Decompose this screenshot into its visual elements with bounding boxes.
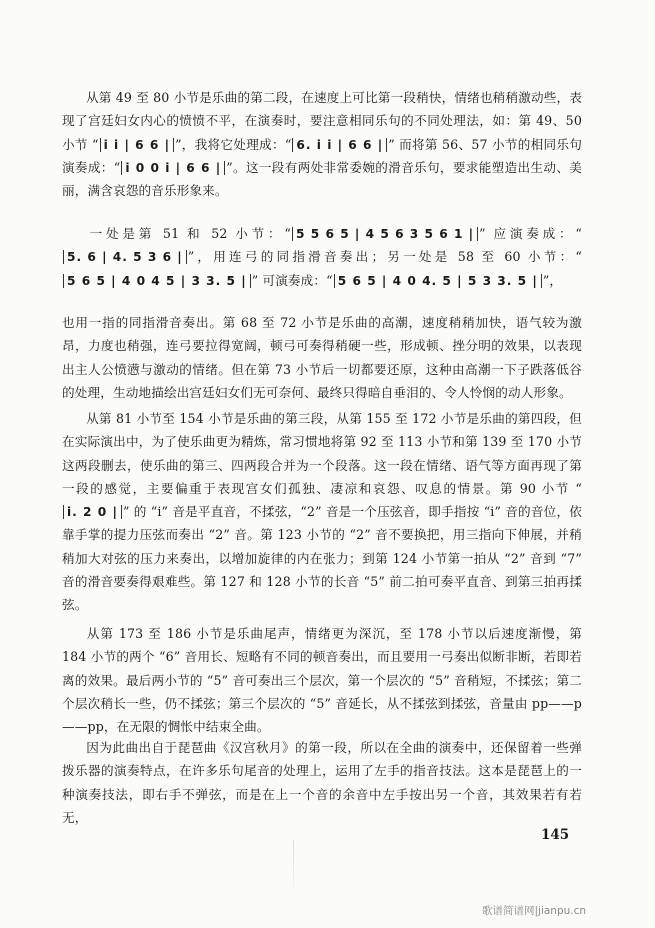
page-fold-line (293, 840, 294, 890)
music-notation: i. 2 0 | (63, 505, 122, 519)
text-run: 也用一指的同指滑音奏出。第 68 至 72 小节是乐曲的高潮，速度稍稍加快，语气较为激昂，力度也稍强，连弓要拉得宽阔，顿弓可奏得稍硬一些，形成顿、挫分明的效果，以表现出主人公愤懑与激动的情绪。但在第 73 小节后一切都要还原，这种由高潮一下子跌落低谷的处理，生动地描绘出宫廷妇女们无可奈何、最终只得暗自垂泪的、令人怜悯的动人形象。 (62, 315, 582, 400)
text-run: ”。这一段有两处非常委婉的滑音乐句，要求能塑造出生动、美丽，满含哀怨的音乐形象来。 (62, 159, 582, 199)
text-run: ” 应演奏成：“ (479, 226, 582, 241)
text-run: ” 而将第 56、57 小节的相同乐句演奏成：“ (62, 136, 582, 175)
text-run: ” 的 “i” 音是平直音，不揉弦，“2” 音是一个压弦音，即手指按 “i” 音的音位，依靠手掌的提力压弦而奏出 “2” 音。第 123 小节的 “2” 音不要换把，用三指向下伸展，并稍稍加大对弦的压力来奏出，以增加旋律的内在张力；到第 124 小节第一拍从 “2” 音到 “7” 音的滑音要奏得艰难些。第 127 和 128 小节的长音 “5” 前二拍可奏平直音、到第三拍再揉弦。 (62, 504, 582, 613)
paragraph-pipa-technique (62, 736, 582, 829)
paragraph-coda (62, 622, 582, 738)
text-run: ”，用连弓的同指滑音奏出；另一处是 58 至 60 小节：“ (187, 249, 582, 265)
paragraph-section-two (62, 86, 582, 202)
page-number: 145 (541, 827, 570, 843)
music-notation: 6. i i | 6 6 | (292, 138, 387, 152)
paragraph-section-three (62, 407, 582, 617)
paragraph-glissando-phrases (62, 222, 582, 292)
text-run: 一处是第 51 和 52 小节：“ (86, 226, 292, 241)
music-notation: i i | 6 6 | (100, 138, 174, 152)
text-run: ”， (542, 272, 563, 288)
music-notation: 5 5 6 5 | 4 5 6 3 5 6 1 | (292, 227, 478, 241)
text-run: 因为此曲出自于琵琶曲《汉宫秋月》的第一段，所以在全曲的演奏中，还保留着一些弹拨乐器的演奏特点，在许多乐句尾音的处理上，运用了左手的指音技法。这本是琵琶上的一种演奏技法，即右手不弹弦，而是在上一个音的余音中左手按出另一个音，其效果若有若无， (62, 740, 582, 825)
music-notation: 5. 6 | 4. 5 3 6 | (63, 250, 187, 264)
music-notation: 5 6 5 | 4 0 4. 5 | 5 3 3. 5 | (334, 274, 542, 288)
text-run: ” 可演奏成：“ (251, 272, 333, 288)
text-run: 从第 81 小节至 154 小节是乐曲的第三段，从第 155 至 172 小节是乐曲的第四段，但在实际演出中，为了使乐曲更为精炼，常习惯地将第 92 至 113 小节和第 139 至 170 小节这两段删去，使乐曲的第三、四两段合并为一个段落。这一段在情绪、语气等方面再现了第一段的感觉，主要偏重于表现宫女们孤独、凄凉和哀怨、叹息的情景。第 90 小节 “ (62, 411, 582, 496)
text-run: ”，我将它处理成：“ (175, 136, 292, 152)
text-run: 从第 49 至 80 小节是乐曲的第二段，在速度上可比第一段稍快，情绪也稍稍激动些，表现了宫廷妇女内心的愤愤不平，在演奏时，要注意相同乐句的不同处理法，如：第 49、50 小节 “ (62, 90, 582, 152)
paragraph-climax (62, 311, 582, 404)
text-run: 从第 173 至 186 小节是乐曲尾声，情绪更为深沉，至 178 小节以后速度渐慢，第 184 小节的两个 “6” 音用长、短略有不同的顿音奏出，而且要用一弓奏出似断非断，若即若离的效果。最后两小节的 “5” 音可奏出三个层次，第一个层次的 “5” 音稍短，不揉弦；第二个层次稍长一些，仍不揉弦；第三个层次的 “5” 音延长，从不揉弦到揉弦，音量由 pp——p——pp，在无限的惆怅中结束全曲。 (62, 626, 582, 735)
music-notation: i 0 0 i | 6 6 | (121, 161, 225, 175)
music-notation: 5 6 5 | 4 0 4 5 | 3 3. 5 | (63, 274, 251, 288)
site-watermark: 歌谱简谱网|jianpu.cn (482, 905, 587, 917)
